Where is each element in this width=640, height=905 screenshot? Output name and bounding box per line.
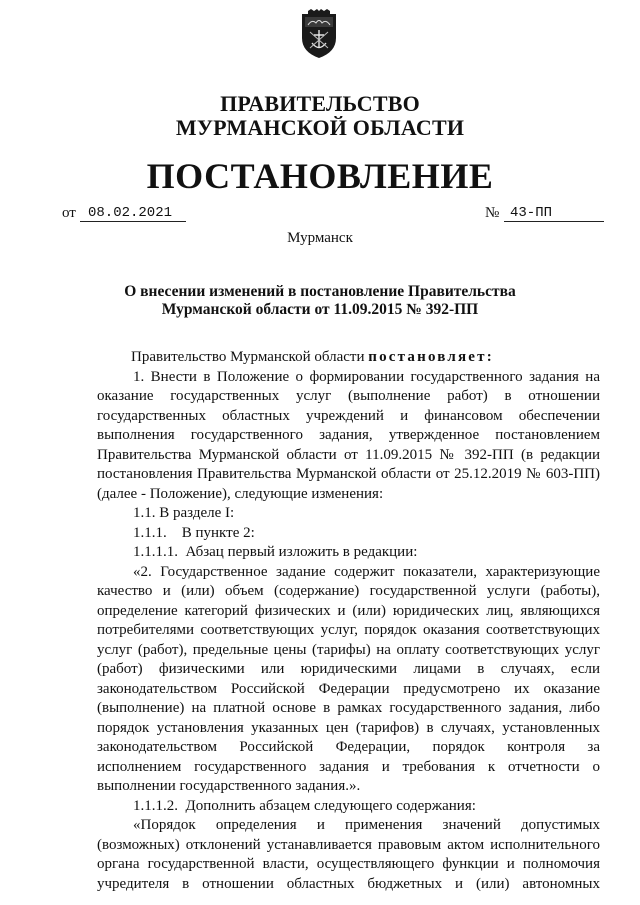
body-line: услуг (работ), предельные цены (тарифы) на оплату соответствующих услуг — [97, 641, 600, 658]
date-label: от — [62, 205, 76, 221]
body-line: (далее - Положение), следующие изменения: — [97, 485, 384, 502]
intro-paragraph — [97, 348, 600, 368]
body-line: (выполнение) на платной основе в рамках государственного задания, либо — [97, 700, 600, 716]
number-value: 43-ПП — [504, 205, 604, 222]
number-label: № — [485, 205, 500, 221]
body-line: законодательством Российской Федерации предусмотрено их оказание — [97, 680, 600, 697]
government-title-line2: МУРМАНСКОЙ ОБЛАСТИ — [175, 115, 465, 140]
subject-line1: О внесении изменений в постановление Правительства — [124, 283, 516, 300]
body-line: Правительства Мурманской области от 11.09.2015 № 392-ПП (в редакции — [97, 446, 600, 463]
body-line: порядок установления указанных цен (тарифов) в случаях, установленных — [97, 719, 600, 736]
body-line: 1.1.1. В пункте 2: — [133, 524, 255, 541]
city-name: Мурманск — [287, 230, 353, 246]
body-line: потребителями соответствующих услуг, порядок оказания соответствующих — [97, 622, 600, 638]
body-line: определение категорий физических и (или) юридических лиц, являющихся — [97, 602, 600, 619]
body-line: 1.1. В разделе I: — [133, 505, 235, 521]
body-line: качество и (или) объем (содержание) государственной услуги (работы), — [97, 583, 600, 599]
body-line: законодательством Российской Федерации, порядок контроля за — [97, 739, 600, 755]
intro-verb: постановляет: — [368, 349, 494, 365]
subject-line2: Мурманской области от 11.09.2015 № 392-ПП — [161, 301, 479, 318]
body-line: 1.1.1.1. Абзац первый изложить в редакции: — [133, 544, 418, 560]
body-line: выполнения государственного задания, утвержденное постановлением — [97, 427, 600, 443]
body-line: «2. Государственное задание содержит показатели, характеризующие — [133, 563, 600, 580]
body-line: учредителя в отношении областных бюджетных и (или) автономных — [97, 875, 600, 892]
body-line: (возможных) отклонений устанавливается правовым актом исполнительного — [97, 836, 600, 853]
date-value: 08.02.2021 — [80, 205, 186, 222]
coat-of-arms-icon — [300, 8, 338, 60]
body-line: 1.1.1.2. Дополнить абзацем следующего содержания: — [133, 797, 476, 814]
body-line: 1. Внести в Положение о формировании государственного задания на — [133, 368, 600, 385]
body-line: выполнении государственного задания.». — [97, 778, 361, 794]
government-title-line1: ПРАВИТЕЛЬСТВО — [220, 91, 420, 116]
document-type-title: ПОСТАНОВЛЕНИЕ — [146, 156, 494, 196]
body-line: исполнением государственного задания и требования к отчетности о — [97, 758, 600, 775]
body-line: «Порядок определения и применения значений допустимых — [133, 817, 600, 833]
body-line: оказание государственных услуг (выполнение работ) в отношении — [97, 388, 600, 404]
intro-prefix: Правительство Мурманской области — [131, 349, 369, 365]
body-line: постановления Правительства Мурманской области от 25.12.2019 № 603-ПП) — [97, 466, 600, 482]
body-line: органа государственной власти, осуществляющего функции и полномочия — [97, 856, 600, 872]
document-body — [97, 348, 600, 894]
body-line: (работ) физическими или юридическими лицами в случаях, если — [97, 661, 600, 677]
body-line: государственных областных учреждений и финансовом обеспечении — [97, 407, 600, 424]
